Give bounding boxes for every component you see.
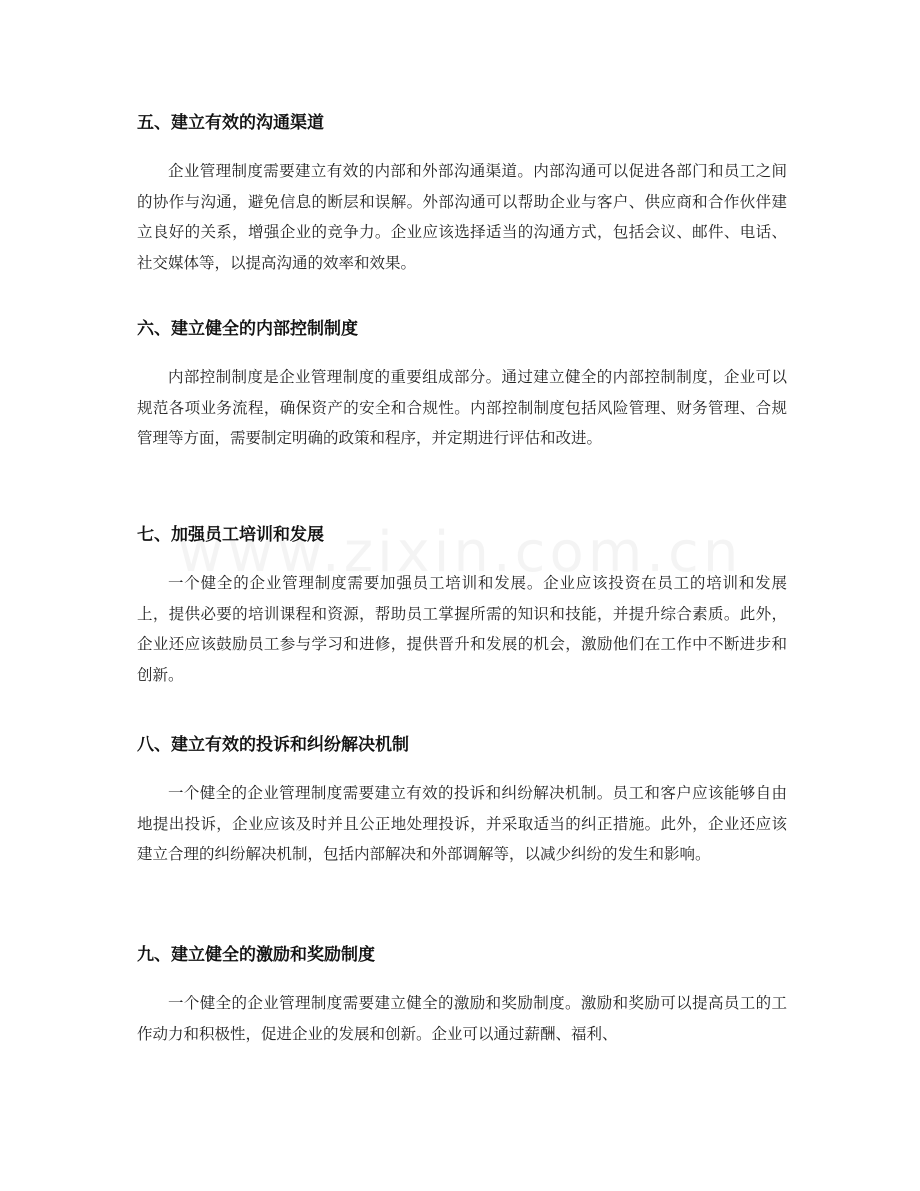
section-heading: 七、加强员工培训和发展 xyxy=(137,525,324,545)
section-heading: 六、建立健全的内部控制制度 xyxy=(137,319,358,339)
section-paragraph: 内部控制制度是企业管理制度的重要组成部分。通过建立健全的内部控制制度，企业可以规范各项业务流程，确保资产的安全和合规性。内部控制制度包括风险管理、财务管理、合规管理等方面，需要制定明确的政策和程序，并定期进行评估和改进。 xyxy=(137,368,787,447)
section-paragraph: 企业管理制度需要建立有效的内部和外部沟通渠道。内部沟通可以促进各部门和员工之间的协作与沟通，避免信息的断层和误解。外部沟通可以帮助企业与客户、供应商和合作伙伴建立良好的关系，增强企业的竞争力。企业应该选择适当的沟通方式，包括会议、邮件、电话、社交媒体等，以提高沟通的效率和效果。 xyxy=(137,162,787,272)
section-heading: 八、建立有效的投诉和纠纷解决机制 xyxy=(137,735,409,755)
section-paragraph: 一个健全的企业管理制度需要加强员工培训和发展。企业应该投资在员工的培训和发展上，提供必要的培训课程和资源，帮助员工掌握所需的知识和技能，并提升综合素质。此外，企业还应该鼓励员工参与学习和进修，提供晋升和发展的机会，激励他们在工作中不断进步和创新。 xyxy=(137,574,787,684)
section-7 xyxy=(137,524,787,690)
section-paragraph: 一个健全的企业管理制度需要建立健全的激励和奖励制度。激励和奖励可以提高员工的工作动力和积极性，促进企业的发展和创新。企业可以通过薪酬、福利、 xyxy=(137,994,787,1043)
section-heading: 九、建立健全的激励和奖励制度 xyxy=(137,945,375,965)
section-paragraph: 一个健全的企业管理制度需要建立有效的投诉和纠纷解决机制。员工和客户应该能够自由地提出投诉，企业应该及时并且公正地处理投诉，并采取适当的纠正措施。此外，企业还应该建立合理的纠纷解决机制，包括内部解决和外部调解等，以减少纠纷的发生和影响。 xyxy=(137,784,787,863)
section-8 xyxy=(137,734,787,870)
section-6 xyxy=(137,318,787,454)
section-heading: 五、建立有效的沟通渠道 xyxy=(137,113,324,133)
section-9 xyxy=(137,944,787,1049)
section-5 xyxy=(137,112,787,278)
